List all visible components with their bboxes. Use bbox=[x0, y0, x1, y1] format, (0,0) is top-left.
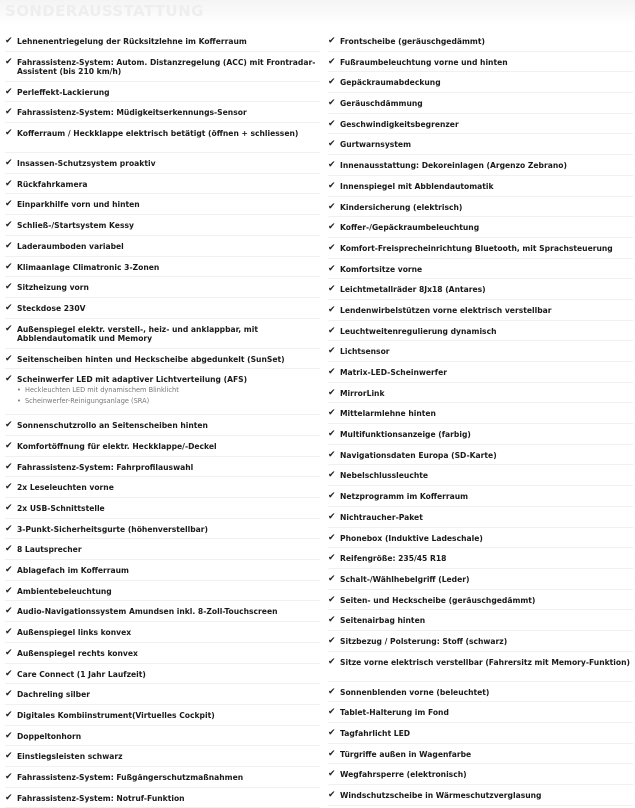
check-icon: ✔ bbox=[5, 523, 13, 534]
check-icon: ✔ bbox=[328, 594, 336, 605]
check-icon: ✔ bbox=[5, 220, 13, 231]
check-icon: ✔ bbox=[328, 532, 336, 543]
equipment-label: Sitze vorne elektrisch verstellbar (Fahrersitz mit Memory-Funktion) bbox=[340, 657, 631, 667]
equipment-item bbox=[328, 279, 633, 300]
equipment-label: Steckdose 230V bbox=[17, 303, 86, 313]
equipment-label: Innenspiegel mit Abblendautomatik bbox=[340, 181, 494, 191]
equipment-label: Außenspiegel rechts konvex bbox=[17, 648, 138, 658]
check-icon: ✔ bbox=[5, 178, 13, 189]
check-icon: ✔ bbox=[328, 325, 336, 336]
equipment-label: Frontscheibe (geräuschgedämmt) bbox=[340, 37, 485, 46]
equipment-item bbox=[5, 298, 320, 319]
check-icon: ✔ bbox=[328, 470, 336, 481]
equipment-item bbox=[328, 424, 633, 445]
equipment-item bbox=[5, 457, 320, 478]
equipment-label: Rückfahrkamera bbox=[17, 179, 88, 189]
subitem-label: Scheinwerfer-Reinigungsanlage (SRA) bbox=[25, 397, 150, 406]
equipment-list-left bbox=[5, 31, 320, 808]
equipment-item bbox=[328, 383, 633, 404]
check-icon: ✔ bbox=[5, 440, 13, 451]
bullet-icon: • bbox=[17, 386, 21, 395]
check-icon: ✔ bbox=[5, 503, 13, 513]
check-icon: ✔ bbox=[5, 709, 13, 720]
equipment-item bbox=[5, 436, 320, 457]
equipment-item bbox=[5, 601, 320, 622]
equipment-item bbox=[5, 664, 320, 685]
equipment-item bbox=[5, 277, 320, 298]
check-icon: ✔ bbox=[5, 730, 13, 741]
equipment-item bbox=[328, 31, 633, 52]
equipment-item bbox=[328, 764, 633, 785]
check-icon: ✔ bbox=[5, 128, 13, 139]
equipment-label: Nebelschlussleuchte bbox=[340, 471, 429, 481]
equipment-item bbox=[5, 788, 320, 808]
check-icon: ✔ bbox=[328, 242, 336, 253]
equipment-label: Seitenscheiben hinten und Heckscheibe abgedunkelt (SunSet) bbox=[17, 354, 285, 364]
check-icon: ✔ bbox=[328, 139, 336, 150]
equipment-item bbox=[328, 652, 633, 682]
check-icon: ✔ bbox=[5, 461, 13, 472]
check-icon: ✔ bbox=[328, 118, 336, 129]
equipment-item bbox=[5, 174, 320, 195]
check-icon: ✔ bbox=[5, 36, 13, 46]
equipment-label: Phonebox (Induktive Ladeschale) bbox=[340, 533, 483, 543]
check-icon: ✔ bbox=[5, 323, 13, 334]
equipment-item bbox=[328, 403, 633, 424]
check-icon: ✔ bbox=[328, 553, 336, 564]
equipment-item bbox=[5, 319, 320, 349]
equipment-item bbox=[5, 684, 320, 705]
equipment-item bbox=[328, 217, 633, 238]
equipment-label: Doppeltonhorn bbox=[17, 731, 82, 741]
check-icon: ✔ bbox=[328, 284, 336, 295]
equipment-item bbox=[328, 259, 633, 280]
equipment-label: Lendenwirbelstützen vorne elektrisch verstellbar bbox=[340, 305, 552, 315]
equipment-item bbox=[5, 415, 320, 436]
equipment-label: Kofferraum / Heckklappe elektrisch betätigt (öffnen + schliessen) bbox=[17, 129, 299, 139]
equipment-label: Außenspiegel links konvex bbox=[17, 628, 132, 638]
check-icon: ✔ bbox=[328, 449, 336, 460]
equipment-item bbox=[5, 369, 320, 415]
equipment-label: Fahrassistenz-System: Autom. Distanzregelung (ACC) mit Frontradar-Assistent (bis 210 km/h) bbox=[17, 57, 316, 76]
check-icon: ✔ bbox=[5, 482, 13, 493]
equipment-item bbox=[328, 507, 633, 528]
equipment-list-right bbox=[328, 31, 633, 806]
check-icon: ✔ bbox=[5, 565, 13, 576]
check-icon: ✔ bbox=[5, 240, 13, 251]
equipment-label: Schalt-/Wählhebelgriff (Leder) bbox=[340, 574, 470, 584]
check-icon: ✔ bbox=[328, 36, 336, 46]
check-icon: ✔ bbox=[328, 686, 336, 697]
equipment-item bbox=[5, 236, 320, 257]
equipment-label: Mittelarmlehne hinten bbox=[340, 409, 436, 419]
check-icon: ✔ bbox=[328, 367, 336, 377]
equipment-label: Wegfahrsperre (elektronisch) bbox=[340, 770, 467, 780]
equipment-label: Einstiegsleisten schwarz bbox=[17, 752, 123, 762]
check-icon: ✔ bbox=[5, 158, 13, 169]
equipment-item bbox=[5, 726, 320, 747]
check-icon: ✔ bbox=[5, 282, 13, 293]
equipment-item bbox=[5, 498, 320, 519]
check-icon: ✔ bbox=[5, 107, 13, 118]
equipment-item bbox=[5, 194, 320, 215]
equipment-item bbox=[5, 622, 320, 643]
equipment-item bbox=[5, 643, 320, 664]
equipment-item bbox=[328, 528, 633, 549]
equipment-item bbox=[328, 155, 633, 176]
equipment-item bbox=[5, 705, 320, 726]
equipment-label: Fahrassistenz-System: Müdigkeitserkennungs-Sensor bbox=[17, 108, 247, 118]
equipment-label: Komfortöffnung für elektr. Heckklappe/-Deckel bbox=[17, 441, 217, 451]
equipment-label: Tagfahrlicht LED bbox=[340, 729, 411, 738]
equipment-item bbox=[5, 581, 320, 602]
equipment-label: 8 Lautsprecher bbox=[17, 545, 82, 555]
check-icon: ✔ bbox=[328, 263, 336, 274]
equipment-label: Komfortsitze vorne bbox=[340, 264, 423, 274]
equipment-label: Laderaumboden variabel bbox=[17, 241, 124, 251]
equipment-item bbox=[5, 153, 320, 174]
check-icon: ✔ bbox=[328, 429, 336, 440]
equipment-label: 3-Punkt-Sicherheitsgurte (höhenverstellbar) bbox=[17, 524, 209, 534]
equipment-item bbox=[328, 631, 633, 652]
equipment-label: Digitales Kombiinstrument(Virtuelles Cockpit) bbox=[17, 710, 215, 720]
equipment-label: Ablagefach im Kofferraum bbox=[17, 566, 129, 576]
equipment-label: Sitzheizung vorn bbox=[17, 283, 89, 293]
equipment-item bbox=[328, 682, 633, 703]
check-icon: ✔ bbox=[5, 544, 13, 555]
equipment-label: Ambientebeleuchtung bbox=[17, 586, 112, 596]
equipment-label: Fahrassistenz-System: Notruf-Funktion bbox=[17, 793, 185, 803]
equipment-label: Türgriffe außen in Wagenfarbe bbox=[340, 749, 472, 759]
equipment-label: MirrorLink bbox=[340, 388, 385, 398]
check-icon: ✔ bbox=[328, 635, 336, 646]
check-icon: ✔ bbox=[328, 346, 336, 357]
check-icon: ✔ bbox=[5, 302, 13, 313]
equipment-label: Leuchtweitenregulierung dynamisch bbox=[340, 326, 497, 336]
equipment-item bbox=[328, 445, 633, 466]
equipment-label: Sitzbezug / Polsterung: Stoff (schwarz) bbox=[340, 636, 508, 646]
check-icon: ✔ bbox=[5, 261, 13, 272]
equipment-item bbox=[5, 477, 320, 498]
equipment-label: Sonnenblenden vorne (beleuchtet) bbox=[340, 687, 490, 697]
equipment-item bbox=[328, 744, 633, 765]
check-icon: ✔ bbox=[328, 77, 336, 88]
bullet-icon: • bbox=[17, 397, 21, 406]
check-icon: ✔ bbox=[328, 656, 336, 667]
subitem-label: Heckleuchten LED mit dynamischem Blinklicht bbox=[25, 386, 179, 395]
equipment-item bbox=[328, 93, 633, 114]
equipment-label: Nichtraucher-Paket bbox=[340, 512, 423, 522]
equipment-label: 2x Leseleuchten vorne bbox=[17, 483, 114, 493]
equipment-label: Gepäckraumabdeckung bbox=[340, 78, 441, 88]
check-icon: ✔ bbox=[5, 606, 13, 617]
equipment-item bbox=[328, 362, 633, 383]
equipment-item bbox=[328, 52, 633, 73]
equipment-item bbox=[328, 723, 633, 744]
equipment-item bbox=[5, 102, 320, 123]
check-icon: ✔ bbox=[5, 751, 13, 762]
equipment-label: Außenspiegel elektr. verstell-, heiz- und anklappbar, mit Abblendautomatik und Memory bbox=[17, 324, 258, 343]
equipment-label: Innenausstattung: Dekoreinlagen (Argenzo Zebrano) bbox=[340, 161, 567, 171]
equipment-label: Fahrassistenz-System: Fahrprofilauswahl bbox=[17, 462, 194, 472]
equipment-item bbox=[5, 52, 320, 82]
equipment-label: Seiten- und Heckscheibe (geräuschgedämmt) bbox=[340, 595, 536, 605]
equipment-label: Klimaanlage Climatronic 3-Zonen bbox=[17, 262, 160, 272]
equipment-item bbox=[5, 560, 320, 581]
check-icon: ✔ bbox=[328, 201, 336, 212]
equipment-item bbox=[328, 590, 633, 611]
check-icon: ✔ bbox=[5, 353, 13, 364]
equipment-item bbox=[328, 72, 633, 93]
equipment-label: Leichtmetallräder 8Jx18 (Antares) bbox=[340, 285, 486, 295]
equipment-label: Scheinwerfer LED mit adaptiver Lichtverteilung (AFS) bbox=[17, 375, 248, 385]
equipment-label: Windschutzscheibe in Wärmeschutzverglasung bbox=[340, 791, 542, 801]
equipment-item bbox=[328, 134, 633, 155]
check-icon: ✔ bbox=[328, 98, 336, 109]
equipment-item bbox=[328, 197, 633, 218]
check-icon: ✔ bbox=[328, 707, 336, 718]
equipment-item bbox=[328, 300, 633, 321]
equipment-label: Seitenairbag hinten bbox=[340, 616, 426, 626]
section-header bbox=[0, 0, 635, 24]
equipment-item bbox=[5, 746, 320, 767]
equipment-label: Koffer-/Gepäckraumbeleuchtung bbox=[340, 223, 480, 233]
equipment-label: Kindersicherung (elektrisch) bbox=[340, 202, 463, 212]
check-icon: ✔ bbox=[5, 647, 13, 658]
equipment-item bbox=[328, 548, 633, 569]
equipment-item bbox=[5, 82, 320, 103]
equipment-item bbox=[5, 349, 320, 370]
check-icon: ✔ bbox=[5, 86, 13, 97]
equipment-label: Lichtsensor bbox=[340, 347, 390, 357]
check-icon: ✔ bbox=[5, 668, 13, 679]
check-icon: ✔ bbox=[5, 56, 13, 67]
equipment-subitem bbox=[17, 385, 320, 396]
equipment-item bbox=[5, 257, 320, 278]
equipment-label: Einparkhilfe vorn und hinten bbox=[17, 200, 140, 210]
check-icon: ✔ bbox=[328, 769, 336, 780]
equipment-item bbox=[328, 176, 633, 197]
equipment-label: Care Connect (1 Jahr Laufzeit) bbox=[17, 669, 146, 679]
check-icon: ✔ bbox=[328, 56, 336, 67]
equipment-item bbox=[5, 31, 320, 52]
equipment-label: 2x USB-Schnittstelle bbox=[17, 504, 105, 513]
equipment-label: Lehnenentriegelung der Rücksitzlehne im Kofferraum bbox=[17, 37, 247, 46]
equipment-label: Multifunktionsanzeige (farbig) bbox=[340, 430, 471, 440]
equipment-label: Geräuschdämmung bbox=[340, 99, 423, 109]
equipment-item bbox=[328, 569, 633, 590]
equipment-label: Reifengröße: 235/45 R18 bbox=[340, 554, 447, 564]
equipment-label: Sonnenschutzrollo an Seitenscheiben hinten bbox=[17, 421, 208, 431]
equipment-item bbox=[328, 785, 633, 806]
equipment-item bbox=[328, 321, 633, 342]
equipment-label: Perleffekt-Lackierung bbox=[17, 87, 110, 97]
check-icon: ✔ bbox=[5, 585, 13, 596]
equipment-label: Audio-Navigationssystem Amundsen inkl. 8-Zoll-Touchscreen bbox=[17, 607, 278, 617]
equipment-item bbox=[5, 519, 320, 540]
check-icon: ✔ bbox=[328, 387, 336, 398]
equipment-item bbox=[328, 486, 633, 507]
check-icon: ✔ bbox=[5, 689, 13, 700]
equipment-label: Gurtwarnsystem bbox=[340, 140, 411, 150]
equipment-label: Fahrassistenz-System: Fußgängerschutzmaßnahmen bbox=[17, 772, 244, 782]
equipment-item bbox=[5, 215, 320, 236]
equipment-item bbox=[5, 123, 320, 153]
equipment-label: Schließ-/Startsystem Kessy bbox=[17, 221, 134, 231]
check-icon: ✔ bbox=[328, 491, 336, 502]
equipment-item bbox=[328, 341, 633, 362]
check-icon: ✔ bbox=[328, 615, 336, 626]
check-icon: ✔ bbox=[328, 728, 336, 738]
check-icon: ✔ bbox=[328, 748, 336, 759]
equipment-label: Geschwindigkeitsbegrenzer bbox=[340, 119, 459, 129]
section-title: SONDERAUSSTATTUNG bbox=[5, 2, 204, 20]
equipment-label: Navigationsdaten Europa (SD-Karte) bbox=[340, 450, 497, 460]
equipment-item bbox=[5, 539, 320, 560]
check-icon: ✔ bbox=[328, 408, 336, 419]
equipment-label: Tablet-Halterung im Fond bbox=[340, 708, 449, 718]
equipment-label: Matrix-LED-Scheinwerfer bbox=[340, 368, 447, 377]
check-icon: ✔ bbox=[5, 771, 13, 782]
check-icon: ✔ bbox=[5, 374, 13, 385]
check-icon: ✔ bbox=[328, 304, 336, 315]
check-icon: ✔ bbox=[5, 420, 13, 431]
check-icon: ✔ bbox=[328, 790, 336, 801]
equipment-label: Fußraumbeleuchtung vorne und hinten bbox=[340, 57, 508, 67]
equipment-label: Komfort-Freisprecheinrichtung Bluetooth, mit Sprachsteuerung bbox=[340, 243, 613, 253]
equipment-item bbox=[328, 610, 633, 631]
equipment-item bbox=[328, 238, 633, 259]
equipment-label: Insassen-Schutzsystem proaktiv bbox=[17, 159, 156, 169]
check-icon: ✔ bbox=[328, 180, 336, 191]
equipment-label: Dachreling silber bbox=[17, 690, 90, 700]
equipment-item bbox=[5, 767, 320, 788]
check-icon: ✔ bbox=[328, 573, 336, 584]
check-icon: ✔ bbox=[5, 199, 13, 210]
equipment-item bbox=[328, 465, 633, 486]
check-icon: ✔ bbox=[328, 511, 336, 522]
equipment-item bbox=[328, 114, 633, 135]
check-icon: ✔ bbox=[328, 160, 336, 171]
check-icon: ✔ bbox=[5, 792, 13, 803]
equipment-label: Netzprogramm im Kofferraum bbox=[340, 492, 469, 502]
check-icon: ✔ bbox=[5, 627, 13, 638]
equipment-subitem bbox=[17, 396, 320, 407]
check-icon: ✔ bbox=[328, 222, 336, 233]
equipment-item bbox=[328, 702, 633, 723]
